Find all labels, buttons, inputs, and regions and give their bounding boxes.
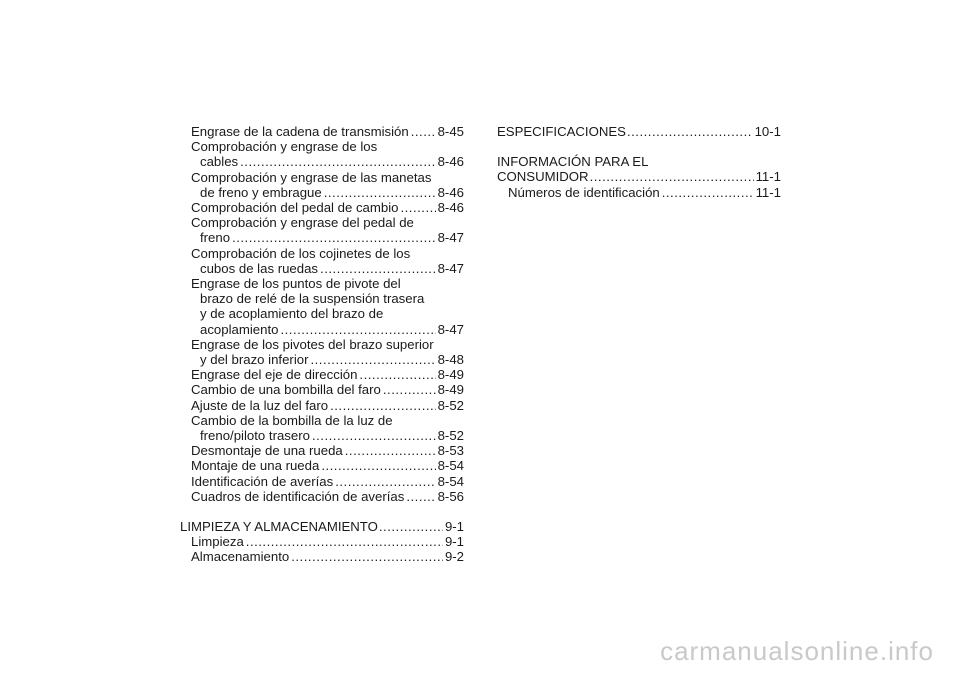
toc-page-number: 8-46 — [437, 200, 464, 216]
toc-page-number: 9-1 — [444, 534, 464, 550]
toc-entry-title: y del brazo inferior — [200, 352, 309, 368]
dot-leader — [345, 443, 436, 458]
toc-chapter-11[interactable] — [497, 154, 781, 184]
toc-entry[interactable] — [180, 549, 464, 564]
toc-entry[interactable] — [180, 413, 464, 443]
toc-page-number: 11-1 — [755, 169, 781, 185]
toc-entry-title-line: Comprobación y engrase del pedal de — [191, 215, 414, 231]
toc-entry[interactable] — [180, 382, 464, 397]
dot-leader — [232, 230, 436, 245]
toc-entry-title: Ajuste de la luz del faro — [191, 397, 329, 413]
toc-entry-title: de freno y embrague — [200, 184, 322, 200]
toc-page-number: 8-52 — [437, 428, 464, 444]
toc-entry[interactable] — [180, 458, 464, 473]
toc-section-9-list — [180, 534, 464, 564]
dot-leader — [240, 154, 435, 169]
toc-entry-title: Cuadros de identificación de averías — [191, 488, 405, 504]
dot-leader — [400, 200, 435, 215]
toc-page-number: 8-46 — [437, 154, 464, 170]
toc-entry-title-line: Comprobación de los cojinetes de los — [191, 245, 411, 261]
toc-page-number: 8-54 — [437, 473, 464, 489]
toc-chapter-10[interactable] — [497, 124, 781, 139]
toc-entry-title: Desmontaje de una rueda — [191, 443, 343, 459]
dot-leader — [662, 185, 754, 200]
toc-entry-title-line: brazo de relé de la suspensión trasera — [200, 291, 425, 307]
toc-entry[interactable] — [180, 474, 464, 489]
dot-leader — [359, 367, 435, 382]
toc-entry[interactable] — [180, 443, 464, 458]
toc-chapter-title: LIMPIEZA Y ALMACENAMIENTO — [180, 519, 378, 535]
toc-entry[interactable] — [180, 215, 464, 245]
dot-leader — [335, 474, 435, 489]
toc-left-column — [180, 124, 464, 565]
dot-leader — [330, 398, 436, 413]
spacer — [497, 139, 781, 154]
dot-leader — [406, 489, 435, 504]
toc-entry-title: Comprobación del pedal de cambio — [191, 200, 399, 216]
toc-page-number: 10-1 — [754, 124, 781, 139]
toc-entry[interactable] — [180, 124, 464, 139]
toc-entry-title: cubos de las ruedas — [200, 260, 319, 276]
toc-page-number: 8-45 — [437, 124, 464, 139]
toc-entry-title-line: y de acoplamiento del brazo de — [200, 306, 384, 322]
dot-leader — [411, 124, 436, 139]
toc-page-number: 9-2 — [444, 549, 464, 565]
dot-leader — [321, 458, 435, 473]
toc-page-number: 9-1 — [444, 519, 464, 535]
toc-section-11-list — [497, 185, 781, 200]
toc-entry-title-line: Comprobación y engrase de los — [191, 139, 378, 155]
dot-leader — [627, 124, 753, 139]
dot-leader — [310, 352, 435, 367]
toc-page-number: 8-48 — [437, 352, 464, 368]
toc-chapter-title: CONSUMIDOR — [497, 169, 589, 185]
dot-leader — [312, 428, 436, 443]
toc-entry[interactable] — [180, 139, 464, 169]
toc-entry-title-line: Engrase de los puntos de pivote del — [191, 276, 401, 292]
spacer — [180, 504, 464, 519]
toc-chapter-title-line: INFORMACIÓN PARA EL — [497, 154, 649, 170]
toc-entry[interactable] — [497, 185, 781, 200]
toc-entry[interactable] — [180, 276, 464, 337]
toc-section-8-list — [180, 124, 464, 504]
toc-entry[interactable] — [180, 489, 464, 504]
toc-entry[interactable] — [180, 170, 464, 200]
toc-entry-title: freno/piloto trasero — [200, 428, 310, 444]
toc-entry-title-line: Engrase de los pivotes del brazo superior — [191, 336, 434, 352]
toc-entry-title: Identificación de averías — [191, 473, 334, 489]
toc-page-number: 8-53 — [437, 443, 464, 459]
toc-page-number: 8-49 — [437, 367, 464, 383]
toc-page-number: 8-47 — [437, 321, 464, 337]
toc-page-number: 8-47 — [437, 230, 464, 246]
toc-right-column — [497, 124, 781, 200]
toc-page-number: 8-47 — [437, 260, 464, 276]
toc-entry-title: Engrase de la cadena de transmisión — [191, 124, 409, 139]
toc-entry-title: cables — [200, 154, 239, 170]
toc-entry[interactable] — [180, 337, 464, 367]
dot-leader — [246, 534, 443, 549]
toc-page-number: 8-56 — [437, 488, 464, 504]
dot-leader — [324, 185, 436, 200]
toc-entry-title: Engrase del eje de dirección — [191, 367, 358, 383]
toc-entry[interactable] — [180, 200, 464, 215]
toc-entry-title: Limpieza — [191, 534, 244, 550]
dot-leader — [291, 549, 443, 564]
toc-entry[interactable] — [180, 367, 464, 382]
toc-chapter-9[interactable] — [180, 519, 464, 534]
toc-entry-title: Números de identificación — [508, 184, 660, 200]
toc-entry-title: Almacenamiento — [191, 549, 290, 565]
dot-leader — [320, 261, 436, 276]
toc-entry[interactable] — [180, 246, 464, 276]
toc-entry-title: acoplamiento — [200, 321, 279, 337]
toc-page-number: 8-46 — [437, 184, 464, 200]
dot-leader — [383, 382, 436, 397]
toc-page-number: 8-54 — [437, 458, 464, 474]
watermark: carmanualsonline.info — [660, 636, 934, 666]
toc-entry-title-line: Comprobación y engrase de las manetas — [191, 169, 432, 185]
toc-entry[interactable] — [180, 398, 464, 413]
toc-chapter-title: ESPECIFICACIONES — [497, 124, 626, 139]
toc-entry-title: freno — [200, 230, 231, 246]
dot-leader — [280, 322, 435, 337]
toc-entry-title: Cambio de una bombilla del faro — [191, 382, 381, 398]
toc-page-number: 11-1 — [755, 184, 781, 200]
toc-page-number: 8-49 — [437, 382, 464, 398]
dot-leader — [379, 519, 443, 534]
toc-entry-title: Montaje de una rueda — [191, 458, 320, 474]
toc-entry-title-line: Cambio de la bombilla de la luz de — [191, 412, 393, 428]
dot-leader — [590, 169, 754, 184]
toc-page-number: 8-52 — [437, 397, 464, 413]
toc-entry[interactable] — [180, 534, 464, 549]
